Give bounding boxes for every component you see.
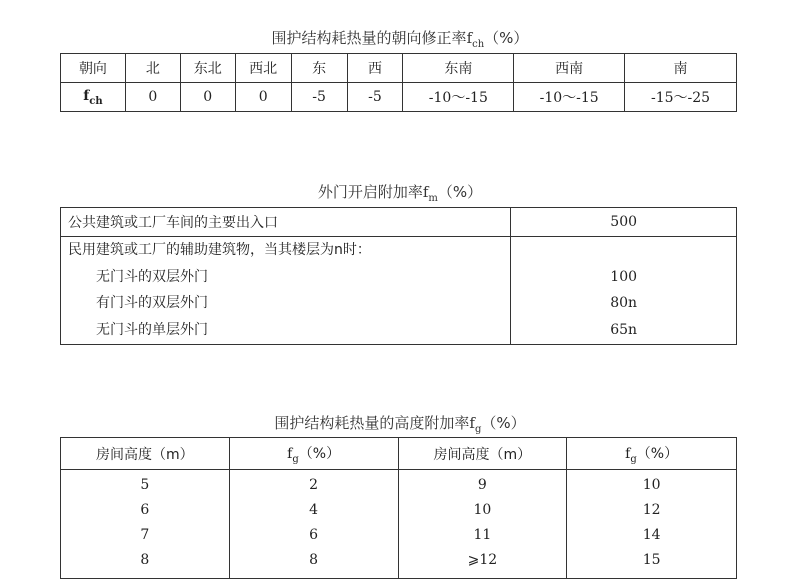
header-cell: 东北 xyxy=(180,54,235,83)
table-row xyxy=(61,438,737,470)
header-cell: 北 xyxy=(125,54,180,83)
table3-caption-symbol-sub: g xyxy=(474,424,482,435)
value-cell: 0 xyxy=(180,83,235,112)
list-item: 65n xyxy=(610,321,638,338)
header-cell: 西南 xyxy=(514,54,625,83)
list-item: 有门斗的双层外门 xyxy=(96,295,208,311)
value-cell xyxy=(61,470,230,579)
value-cell: -5 xyxy=(291,83,347,112)
table3-caption-unit: （%） xyxy=(481,414,526,432)
header-cell: 房间高度（m） xyxy=(61,438,230,470)
table3-caption-text: 围护结构耗热量的高度附加率 xyxy=(274,414,470,432)
list-item: 5 xyxy=(140,477,150,493)
value-cell xyxy=(567,470,737,579)
table1-caption-unit: （%） xyxy=(484,29,529,47)
header-cell: 东南 xyxy=(403,54,514,83)
row-label-cell xyxy=(61,83,126,112)
value-cell: 0 xyxy=(125,83,180,112)
table-row xyxy=(61,237,737,345)
table1-caption-symbol-sub: ch xyxy=(472,39,485,50)
list-item: 14 xyxy=(642,527,661,543)
header-unit: （%） xyxy=(636,445,679,462)
header-symbol: f xyxy=(287,445,293,462)
value-cell: -15～-25 xyxy=(625,83,737,112)
list-item: 无门斗的单层外门 xyxy=(96,321,208,338)
list-item: 12 xyxy=(642,502,661,518)
row-label-cell: 公共建筑或工厂车间的主要出入口 xyxy=(61,208,511,237)
header-symbol-sub: g xyxy=(630,453,637,465)
table1-caption-symbol: f xyxy=(466,29,473,47)
list-item: 无门斗的双层外门 xyxy=(96,268,208,285)
list-item xyxy=(511,237,736,264)
list-item: 民用建筑或工厂的辅助建筑物，当其楼层为n时： xyxy=(68,242,371,258)
table-row xyxy=(61,208,737,237)
table1-caption-text: 围护结构耗热量的朝向修正率 xyxy=(271,29,467,47)
list-item: 6 xyxy=(140,502,150,518)
table3-caption-symbol: f xyxy=(469,414,475,432)
header-unit: （%） xyxy=(298,445,341,462)
value-cell: -10～-15 xyxy=(403,83,514,112)
value-cell: -5 xyxy=(347,83,403,112)
table2-caption xyxy=(0,181,800,204)
row-label-symbol: f xyxy=(83,87,90,104)
header-cell: 南 xyxy=(625,54,737,83)
row-label-symbol-sub: ch xyxy=(89,95,103,107)
list-item: 11 xyxy=(473,527,492,543)
table-row xyxy=(61,83,737,112)
table-row xyxy=(61,54,737,83)
list-item: 2 xyxy=(309,477,319,493)
header-cell: 房间高度（m） xyxy=(398,438,567,470)
table2-caption-text: 外门开启附加率 xyxy=(317,183,423,201)
value-cell xyxy=(229,470,398,579)
list-item: ⩾12 xyxy=(467,552,498,568)
list-item: 7 xyxy=(140,527,150,543)
row-label-cell xyxy=(61,237,511,345)
header-cell: 东 xyxy=(291,54,347,83)
list-item: 10 xyxy=(473,502,492,518)
value-cell xyxy=(511,237,737,345)
header-cell xyxy=(567,438,737,470)
header-cell: 西北 xyxy=(235,54,291,83)
header-symbol: f xyxy=(625,445,631,462)
value-cell: -10～-15 xyxy=(514,83,625,112)
list-item: 4 xyxy=(309,502,319,518)
orientation-correction-table xyxy=(60,53,737,112)
list-item: 15 xyxy=(642,552,661,568)
list-item: 6 xyxy=(309,527,319,543)
header-cell xyxy=(229,438,398,470)
door-opening-addition-table xyxy=(60,207,737,345)
list-item: 100 xyxy=(610,268,638,285)
value-cell: 0 xyxy=(235,83,291,112)
header-cell: 朝向 xyxy=(61,54,126,83)
list-item: 10 xyxy=(642,477,661,493)
table1-caption xyxy=(0,27,800,50)
list-item: 8 xyxy=(309,552,319,568)
height-addition-table xyxy=(60,437,737,579)
table-row xyxy=(61,470,737,579)
header-cell: 西 xyxy=(347,54,403,83)
value-cell xyxy=(398,470,567,579)
list-item: 80n xyxy=(610,295,638,311)
list-item: 9 xyxy=(477,477,487,493)
table3-caption xyxy=(0,412,800,435)
table2-caption-symbol: f xyxy=(422,183,429,201)
table2-caption-symbol-sub: m xyxy=(428,193,438,204)
value-cell: 500 xyxy=(511,208,737,237)
table2-caption-unit: （%） xyxy=(437,183,483,201)
header-symbol-sub: g xyxy=(292,453,299,465)
list-item: 8 xyxy=(140,552,150,568)
